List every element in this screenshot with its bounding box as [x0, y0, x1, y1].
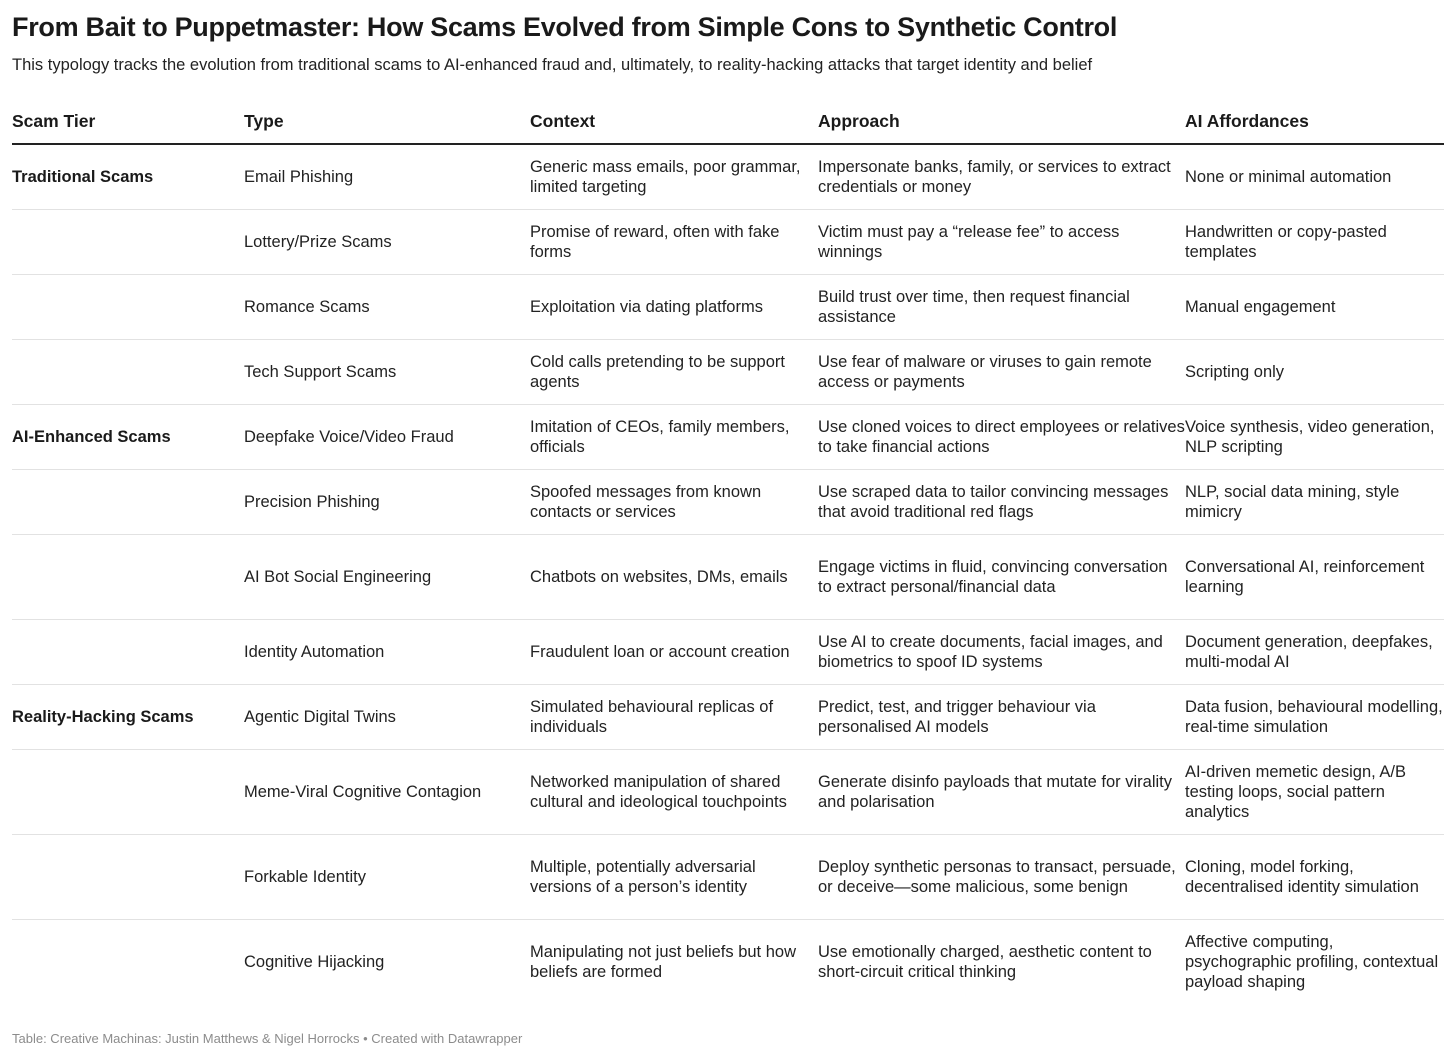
cell-approach: Use cloned voices to direct employees or relatives to take financial actions [818, 404, 1185, 469]
cell-type: Email Phishing [244, 144, 530, 209]
cell-ai-affordances: None or minimal automation [1185, 144, 1444, 209]
cell-context: Multiple, potentially adversarial versions of a person’s identity [530, 834, 818, 919]
cell-context: Cold calls pretending to be support agents [530, 339, 818, 404]
header-context: Context [530, 100, 818, 144]
cell-type: Precision Phishing [244, 469, 530, 534]
cell-type: Lottery/Prize Scams [244, 209, 530, 274]
cell-approach: Use scraped data to tailor convincing messages that avoid traditional red flags [818, 469, 1185, 534]
cell-ai-affordances: Handwritten or copy-pasted templates [1185, 209, 1444, 274]
cell-context: Generic mass emails, poor grammar, limited targeting [530, 144, 818, 209]
table-row [12, 619, 1444, 684]
table-row [12, 749, 1444, 834]
cell-ai-affordances: Document generation, deepfakes, multi-modal AI [1185, 619, 1444, 684]
cell-context: Fraudulent loan or account creation [530, 619, 818, 684]
cell-tier [12, 619, 244, 684]
cell-type: Meme-Viral Cognitive Contagion [244, 749, 530, 834]
table-row [12, 834, 1444, 919]
cell-ai-affordances: Data fusion, behavioural modelling, real-time simulation [1185, 684, 1444, 749]
cell-ai-affordances: Cloning, model forking, decentralised identity simulation [1185, 834, 1444, 919]
cell-ai-affordances: Scripting only [1185, 339, 1444, 404]
cell-tier [12, 339, 244, 404]
table-header-row [12, 100, 1444, 144]
cell-context: Chatbots on websites, DMs, emails [530, 534, 818, 619]
cell-type: Cognitive Hijacking [244, 952, 385, 971]
cell-tier [12, 919, 244, 1004]
cell-approach: Deploy synthetic personas to transact, persuade, or deceive—some malicious, some benign [818, 834, 1185, 919]
cell-ai-affordances: Manual engagement [1185, 274, 1444, 339]
cell-approach: Predict, test, and trigger behaviour via personalised AI models [818, 684, 1185, 749]
cell-type: Agentic Digital Twins [244, 684, 530, 749]
cell-ai-affordances: Voice synthesis, video generation, NLP scripting [1185, 404, 1444, 469]
table-row [12, 274, 1444, 339]
cell-tier [12, 834, 244, 919]
cell-context: Exploitation via dating platforms [530, 274, 818, 339]
cell-type: Romance Scams [244, 274, 530, 339]
cell-type: Tech Support Scams [244, 339, 530, 404]
cell-context: Manipulating not just beliefs but how beliefs are formed [530, 942, 796, 981]
cell-tier [12, 274, 244, 339]
cell-tier [12, 749, 244, 834]
cell-tier: AI-Enhanced Scams [12, 404, 244, 469]
cell-approach: Victim must pay a “release fee” to access winnings [818, 209, 1185, 274]
cell-approach: Use AI to create documents, facial images, and biometrics to spoof ID systems [818, 619, 1185, 684]
table-row [12, 404, 1444, 469]
cell-approach: Use fear of malware or viruses to gain remote access or payments [818, 339, 1185, 404]
table-row [12, 684, 1444, 749]
page-title: From Bait to Puppetmaster: How Scams Evolved from Simple Cons to Synthetic Control [12, 12, 1118, 42]
table-row [12, 339, 1444, 404]
table-row [12, 534, 1444, 619]
cell-context: Networked manipulation of shared cultural and ideological touchpoints [530, 749, 818, 834]
cell-approach: Generate disinfo payloads that mutate for virality and polarisation [818, 749, 1185, 834]
cell-tier: Traditional Scams [12, 144, 244, 209]
table-row [12, 209, 1444, 274]
cell-ai-affordances: Conversational AI, reinforcement learning [1185, 534, 1444, 619]
cell-context: Imitation of CEOs, family members, officials [530, 404, 818, 469]
cell-type: AI Bot Social Engineering [244, 534, 530, 619]
header-scam-tier: Scam Tier [12, 100, 244, 144]
source-footnote: Table: Creative Machinas: Justin Matthews & Nigel Horrocks • Created with Datawrapper [12, 1031, 523, 1046]
table-row [12, 144, 1444, 209]
header-ai-affordances: AI Affordances [1185, 100, 1444, 144]
cell-type: Deepfake Voice/Video Fraud [244, 404, 530, 469]
cell-ai-affordances: AI-driven memetic design, A/B testing loops, social pattern analytics [1185, 749, 1444, 834]
cell-tier [12, 209, 244, 274]
table-row [12, 919, 1444, 1004]
cell-type: Identity Automation [244, 619, 530, 684]
cell-type: Forkable Identity [244, 834, 530, 919]
header-type: Type [244, 100, 530, 144]
cell-approach: Impersonate banks, family, or services to extract credentials or money [818, 144, 1185, 209]
scam-typology-table [12, 100, 1444, 1004]
cell-ai-affordances: Affective computing, psychographic profiling, contextual payload shaping [1185, 932, 1439, 991]
cell-approach: Engage victims in fluid, convincing conversation to extract personal/financial data [818, 534, 1185, 619]
cell-tier [12, 534, 244, 619]
cell-context: Spoofed messages from known contacts or services [530, 469, 818, 534]
cell-tier: Reality-Hacking Scams [12, 684, 244, 749]
table-row [12, 469, 1444, 534]
header-approach: Approach [818, 100, 1185, 144]
cell-ai-affordances: NLP, social data mining, style mimicry [1185, 469, 1444, 534]
cell-approach: Build trust over time, then request financial assistance [818, 274, 1185, 339]
cell-context: Promise of reward, often with fake forms [530, 209, 818, 274]
cell-context: Simulated behavioural replicas of individuals [530, 684, 818, 749]
page-subtitle: This typology tracks the evolution from traditional scams to AI-enhanced fraud and, ultimately, to reality-hacking attacks that target identity and belief [12, 56, 1093, 74]
cell-tier [12, 469, 244, 534]
cell-approach: Use emotionally charged, aesthetic content to short-circuit critical thinking [818, 942, 1152, 981]
